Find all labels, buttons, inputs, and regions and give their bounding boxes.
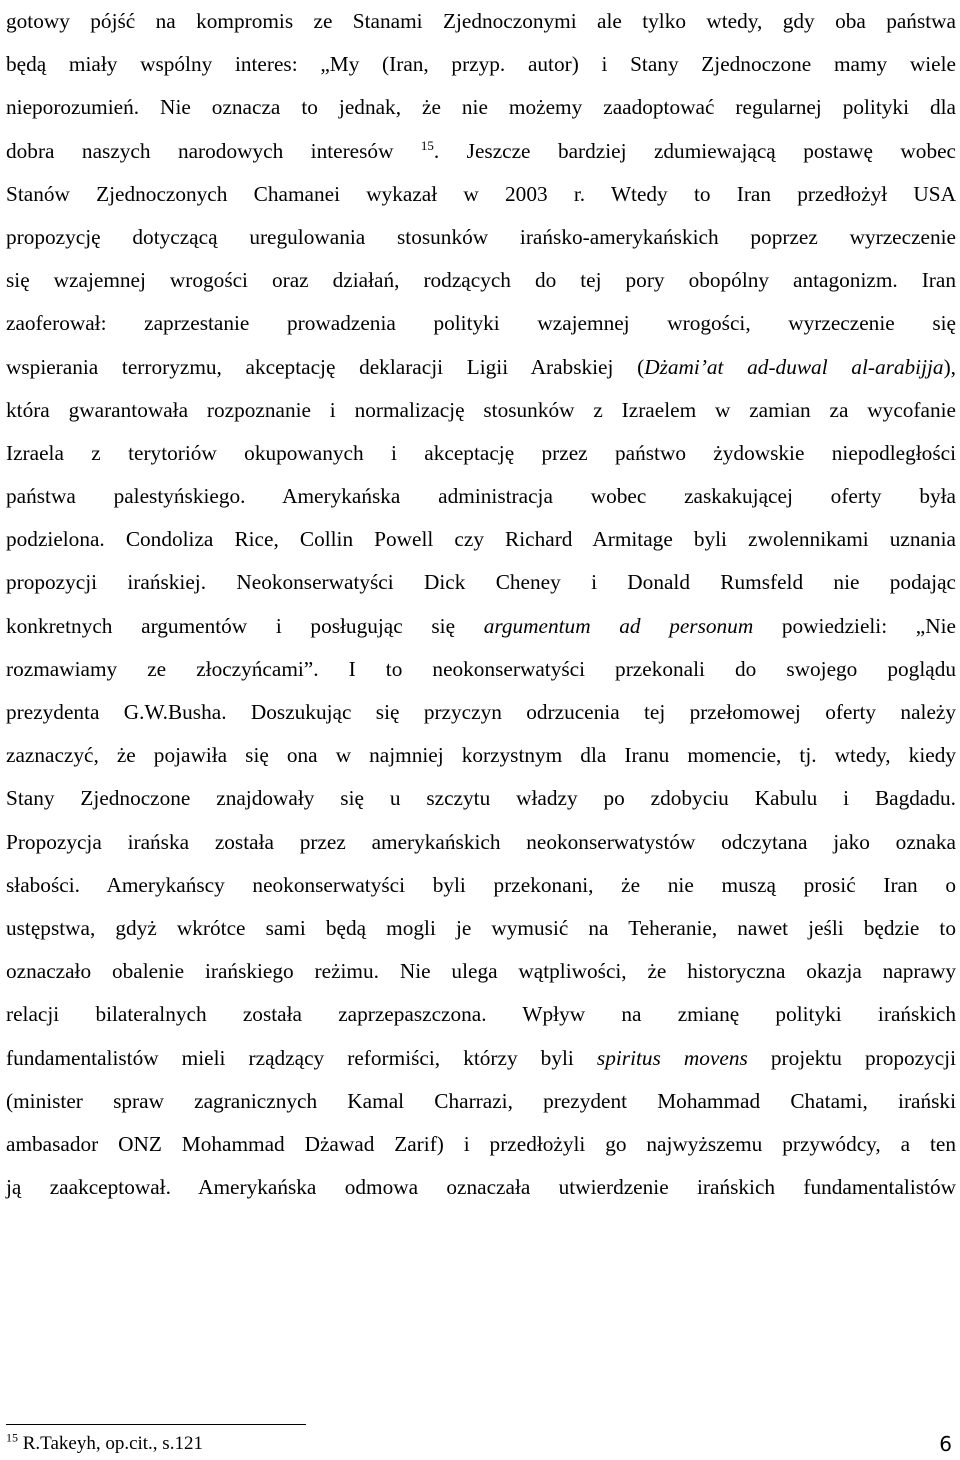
- text-line: [6, 1037, 956, 1080]
- page-number: 6: [939, 1432, 952, 1456]
- text-line: [6, 130, 956, 173]
- text-line: propozycję dotyczącą uregulowania stosunków irańsko-amerykańskich poprzez wyrzeczenie: [6, 224, 956, 249]
- text-line: która gwarantowała rozpoznanie i normalizację stosunków z Izraelem w zamian za wycofanie: [6, 397, 956, 422]
- text-segment: ),: [943, 354, 957, 379]
- text-line: zaznaczyć, że pojawiła się ona w najmniej korzystnym dla Iranu momencie, tj. wtedy, kiedy: [6, 743, 956, 768]
- text-segment: . Jeszcze bardziej zdumiewającą postawę wobec: [433, 138, 956, 163]
- text-line: Stany Zjednoczone znajdowały się u szczytu władzy po zdobyciu Kabulu i Bagdadu.: [6, 786, 956, 811]
- text-line: [6, 346, 956, 389]
- text-line: słabości. Amerykańscy neokonserwatyści byli przekonani, że nie muszą prosić Iran o: [6, 872, 956, 897]
- text-line: Stanów Zjednoczonych Chamanei wykazał w 2003 r. Wtedy to Iran przedłożył USA: [6, 181, 956, 206]
- text-line: relacji bilateralnych została zaprzepaszczona. Wpływ na zmianę polityki irańskich: [6, 1002, 956, 1027]
- text-line: prezydenta G.W.Busha. Doszukując się przyczyn odrzucenia tej przełomowej oferty należy: [6, 700, 956, 724]
- text-line: zaoferował: zaprzestanie prowadzenia polityki wzajemnej wrogości, wyrzeczenie się: [6, 311, 956, 336]
- italic-term: argumentum ad personum: [483, 613, 754, 638]
- text-line: Propozycja irańska została przez amerykańskich neokonserwatystów odczytana jako oznaka: [6, 829, 956, 854]
- footnote-separator: [6, 1424, 306, 1425]
- footnote-text: R.Takeyh, op.cit., s.121: [22, 1433, 203, 1454]
- text-line: oznaczało obalenie irańskiego reżimu. Nie ulega wątpliwości, że historyczna okazja naprawy: [6, 959, 956, 984]
- text-line: będą miały wspólny interes: „My (Iran, przyp. autor) i Stany Zjednoczone mamy wiele: [6, 52, 956, 77]
- text-line: podzielona. Condoliza Rice, Collin Powell czy Richard Armitage byli zwolennikami uznania: [6, 527, 956, 552]
- text-line: ustępstwa, gdyż wkrótce sami będą mogli je wymusić na Teheranie, nawet jeśli będzie to: [6, 915, 956, 940]
- text-line: (minister spraw zagranicznych Kamal Charrazi, prezydent Mohammad Chatami, irański: [6, 1088, 956, 1113]
- text-segment: wspierania terroryzmu, akceptację deklaracji Ligii Arabskiej (: [6, 354, 645, 379]
- text-segment: dobra naszych narodowych interesów: [6, 138, 394, 163]
- footnote-number: 15: [6, 1430, 18, 1445]
- italic-term: Dżami’at ad-duwal al-arabijja: [644, 354, 944, 379]
- text-line: państwa palestyńskiego. Amerykańska administracja wobec zaskakującej oferty była: [6, 484, 956, 509]
- text-segment: powiedzieli: „Nie: [781, 613, 957, 638]
- text-line: ją zaakceptował. Amerykańska odmowa oznaczała utwierdzenie irańskich fundamentalistów: [6, 1175, 956, 1200]
- text-line: propozycji irańskiej. Neokonserwatyści Dick Cheney i Donald Rumsfeld nie podając: [6, 570, 956, 595]
- text-line: rozmawiamy ze złoczyńcami”. I to neokonserwatyści przekonali do swojego poglądu: [6, 656, 956, 681]
- text-line: [6, 605, 956, 648]
- text-line: Izraela z terytoriów okupowanych i akceptację przez państwo żydowskie niepodległości: [6, 440, 956, 465]
- text-segment: konkretnych argumentów i posługując się: [6, 613, 456, 638]
- text-line: gotowy pójść na kompromis ze Stanami Zjednoczonymi ale tylko wtedy, gdy oba państwa: [6, 9, 956, 33]
- text-line: ambasador ONZ Mohammad Dżawad Zarif) i przedłożyli go najwyższemu przywódcy, a ten: [6, 1131, 956, 1156]
- body-text: [6, 0, 956, 1209]
- italic-term: spiritus movens: [596, 1045, 748, 1070]
- text-segment: projektu propozycji: [770, 1045, 957, 1070]
- text-line: się wzajemnej wrogości oraz działań, rodzących do tej pory obopólny antagonizm. Iran: [6, 268, 956, 293]
- footnote: [6, 1432, 203, 1456]
- footnote-reference: 15: [420, 137, 434, 153]
- text-segment: fundamentalistów mieli rządzący reformiści, którzy byli: [6, 1045, 574, 1070]
- text-line: nieporozumień. Nie oznacza to jednak, że nie możemy zaadoptować regularnej polityki dla: [6, 95, 956, 120]
